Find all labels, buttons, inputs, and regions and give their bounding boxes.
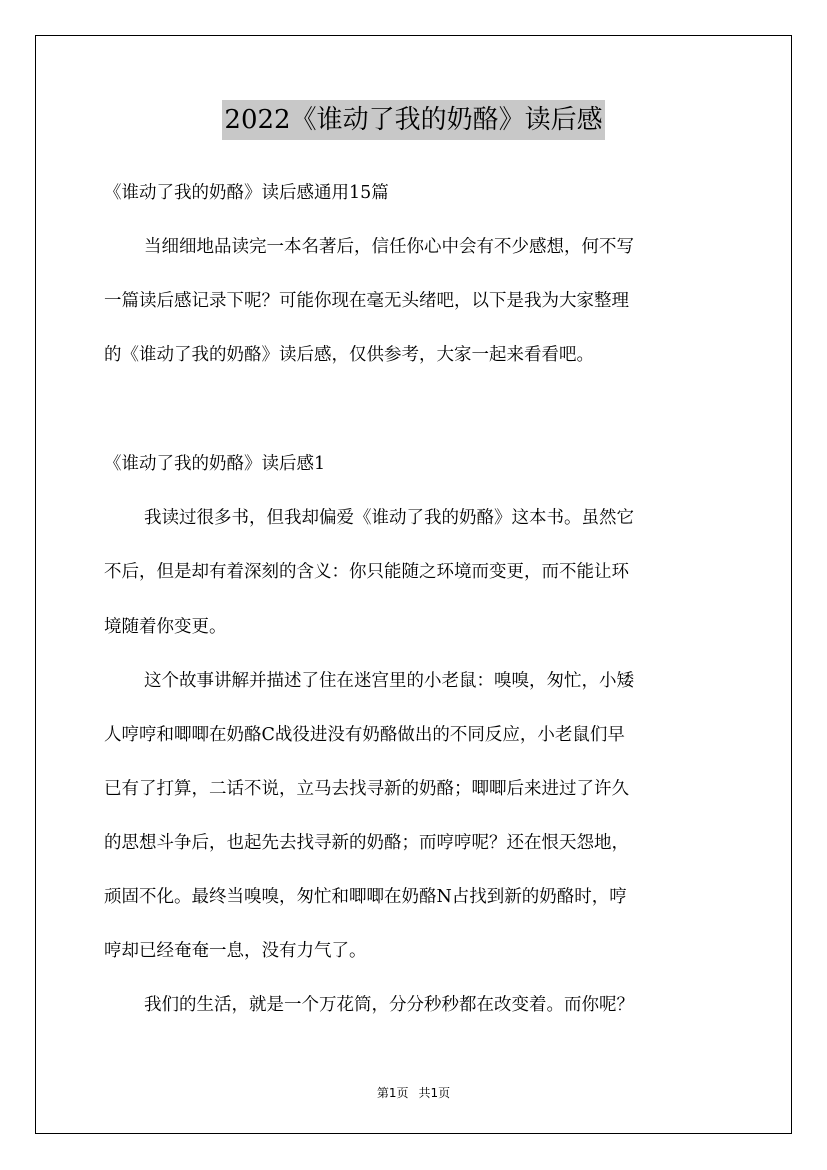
paragraph-line: 这个故事讲解并描述了住在迷宫里的小老鼠：嗅嗅，匆忙，小矮 [144,671,634,691]
paragraph-line: 我们的生活，就是一个万花筒，分分秒秒都在改变着。而你呢？ [144,995,634,1015]
paragraph-line: 不后，但是却有着深刻的含义：你只能随之环境而变更，而不能让环 [104,562,629,582]
paragraph-line: 的思想斗争后，也起先去找寻新的奶酪；而哼哼呢？还在恨天怨地， [104,833,629,853]
page-footer [0,1084,827,1101]
section-heading: 《谁动了我的奶酪》读后感1 [104,454,326,474]
paragraph-line: 当细细地品读完一本名著后，信任你心中会有不少感想，何不写 [144,237,634,257]
document-title: 2022《谁动了我的奶酪》读后感 [222,100,604,140]
page-total: 共1页 [418,1086,451,1100]
page-number: 第1页 [376,1086,409,1100]
paragraph-line: 顽固不化。最终当嗅嗅，匆忙和唧唧在奶酪N占找到新的奶酪时，哼 [104,887,627,907]
paragraph-line: 的《谁动了我的奶酪》读后感，仅供参考，大家一起来看看吧。 [104,345,594,365]
paragraph-line: 我读过很多书，但我却偏爱《谁动了我的奶酪》这本书。虽然它 [144,508,634,528]
paragraph-line: 一篇读后感记录下呢？可能你现在毫无头绪吧，以下是我为大家整理 [104,291,629,311]
paragraph-line: 境随着你变更。 [104,617,227,637]
title-container [0,100,827,140]
paragraph-line: 已有了打算，二话不说，立马去找寻新的奶酪；唧唧后来进过了许久 [104,779,629,799]
paragraph-line: 哼却已经奄奄一息，没有力气了。 [104,941,367,961]
subtitle: 《谁动了我的奶酪》读后感通用15篇 [104,183,389,203]
paragraph-line: 人哼哼和唧唧在奶酪C战役进没有奶酪做出的不同反应，小老鼠们早 [104,725,625,745]
